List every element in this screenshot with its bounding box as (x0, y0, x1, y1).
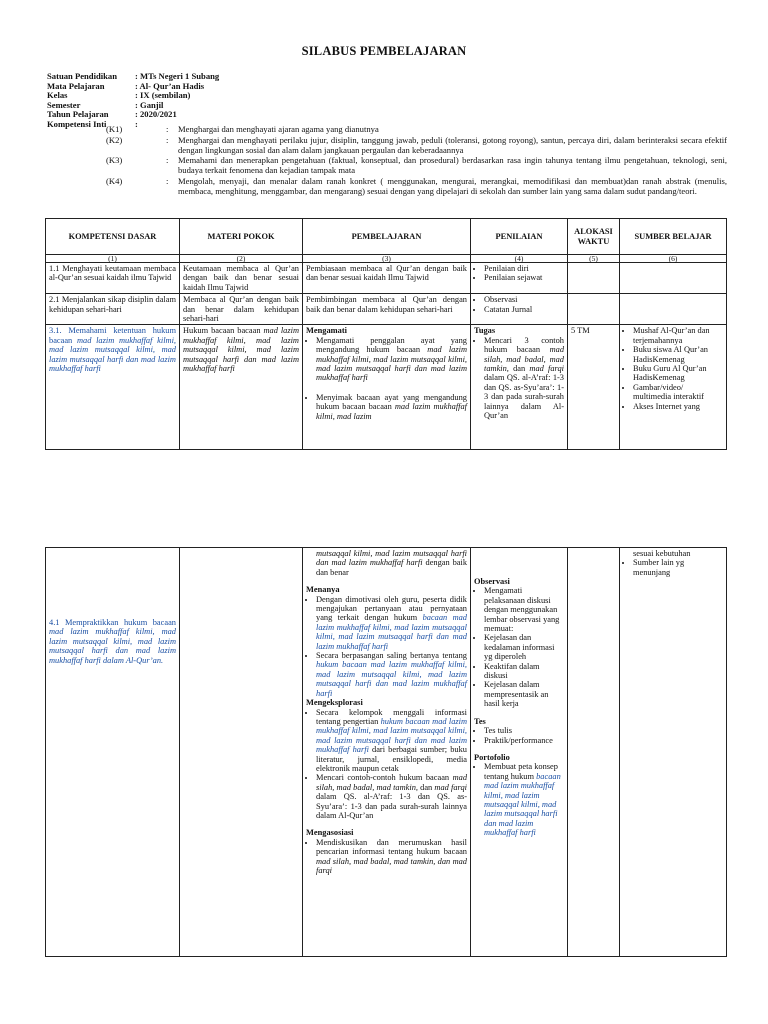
sumber-continuation: sesuai kebutuhan (633, 549, 691, 558)
header-pembelajaran: PEMBELAJARAN (303, 219, 471, 255)
info-value: : (135, 118, 138, 129)
ki-text: Memahami dan menerapkan pengetahuan (faktual, konseptual, dan prosedural) berdasarkan rasa ingin tahunya tentang ilmu pengetahuan, teknologi, seni, budaya terkait fenomena dan kejadian tampak mata (178, 155, 727, 176)
item-text: dan (513, 364, 526, 374)
list-item: • Sumber lain yg menunjang (633, 558, 723, 577)
header-kompetensi-dasar: KOMPETENSI DASAR (46, 219, 180, 255)
materi-2-1: Membaca al Qur’an dengan baik dan benar dalam kehidupan sehari-hari (180, 294, 303, 325)
materi-3-1-terms: mad lazim mukhaffaf kilmi, mad lazim mutsaqqal kilmi, mad lazim mutsaqqal harfi dan mad lazim mukhaffaf harfi (183, 326, 299, 374)
alokasi-2-1 (568, 294, 620, 325)
list-item (316, 336, 467, 383)
list-item: • Mushaf Al-Qur’an dan terjemahannya (633, 326, 723, 345)
list-item (316, 773, 467, 820)
column-number: (6) (620, 255, 727, 263)
list-item: • Kejelasan dalam mempresentasik an hasil kerja (484, 680, 564, 708)
list-item (316, 651, 467, 698)
penilaian-3-1 (471, 325, 568, 450)
list-item (316, 708, 467, 774)
item-terms: mad lazim mukhaffaf kilmi, mad lazim (316, 402, 467, 421)
kd-2-1: 2.1 Menjalankan sikap disiplin dalam kehidupan sehari-hari (46, 294, 180, 325)
ki-text: Mengolah, menyaji, dan menalar dalam ranah konkret ( menggunakan, mengurai, merangkai, memodifikasi dan membuat)dan ranah abstrak (menulis, membaca, menghitung, menggambar, dan mengarang) sesuai dengan yang dipelajari di sekolah dan sumber lain yang sama dalam sudut pandang/teori. (178, 175, 727, 196)
materi-1-1: Keutamaan membaca al Qur’an dengan baik dan benar sesuai kaidah Ilmu Tajwid (180, 263, 303, 294)
syllabus-table-page1 (45, 218, 727, 450)
info-label: Mata Pelajaran (47, 80, 105, 91)
section-heading-mengeksplorasi: Mengeksplorasi (306, 698, 363, 708)
list-item: • Tes tulis (484, 726, 564, 735)
ki-code: (K3) (106, 155, 123, 166)
kd-4-1-text: 4.1 Mempraktikkan hukum bacaan (49, 618, 176, 627)
item-text: Mengamati penggalan ayat yang mengandung hukum bacaan (316, 335, 467, 355)
materi-4-1 (180, 548, 303, 957)
ki-code: (K1) (106, 124, 123, 134)
penilaian-1-1 (471, 263, 568, 294)
column-number: (5) (568, 255, 620, 263)
info-label: Semester (47, 99, 81, 110)
info-value: : MTs Negeri 1 Subang (135, 71, 220, 81)
kd-1-1: 1.1 Menghayati keutamaan membaca al-Qur’an sesuai kaidah ilmu Tajwid (46, 263, 180, 294)
column-number: (2) (180, 255, 303, 263)
item-terms: mad farqi (529, 364, 564, 374)
info-value: : IX (sembilan) (135, 90, 191, 101)
list-item: • Kejelasan dan kedalaman informasi yg diperoleh (484, 633, 564, 661)
materi-3-1-text: Hukum bacaan bacaan (183, 326, 261, 336)
list-item (484, 762, 564, 837)
list-item: • Catatan Jurnal (484, 305, 564, 314)
section-heading-portofolio: Portofolio (474, 752, 510, 762)
info-value: : Ganjil (135, 99, 164, 110)
list-item (316, 838, 467, 876)
sumber-2-1 (620, 294, 727, 325)
alokasi-1-1 (568, 263, 620, 294)
item-text: dan (420, 782, 433, 792)
list-item (316, 393, 467, 421)
column-number: (3) (303, 255, 471, 263)
header-materi-pokok: MATERI POKOK (180, 219, 303, 255)
item-text: dengan baik dan benar (316, 558, 468, 577)
item-text: Menyimak bacaan ayat yang mengandung hukum bacaan bacaan (316, 392, 467, 412)
list-item (316, 595, 467, 651)
kd-3-1 (46, 325, 180, 450)
list-item: • Gambar/video/ multimedia interaktif (633, 383, 723, 402)
kd-4-1-terms: mad lazim mukhaffaf kilmi, mad lazim mutsaqqal kilmi, mad lazim mutsaqqal harfi dan mad lazim mukhaffaf harfi dalam Al-Qur’an. (49, 627, 176, 665)
item-text: dalam QS. al-A’raf: 1-3 dan QS. as-Syu’ara’: 1-3 dan pada surah-surah lainnya dalam Al-Qur’an (484, 373, 564, 421)
info-label: Satuan Pendidikan (47, 71, 117, 81)
info-value: : 2020/2021 (135, 109, 177, 120)
item-terms: hukum bacaan mad lazim mukhaffaf kilmi, mad lazim mutsaqqal kilmi, mad lazim mutsaqqal harfi dan mad lazim mukhaffaf harfi (316, 660, 467, 698)
identity-block (47, 72, 219, 130)
list-item: • Buku Guru Al Qur’an HadisKemenag (633, 364, 723, 383)
info-label: Kelas (47, 90, 68, 101)
ki-text: Menghargai dan menghayati ajaran agama yang dianutnya (178, 124, 379, 134)
kd-3-1-terms: mad lazim mukhaffaf kilmi, mad lazim mutsaqqal kilmi, mad lazim mutsaqqal harfi dan mad lazim mukhaffaf harfi (49, 335, 176, 374)
kd-4-1 (46, 548, 180, 957)
info-label: Kompetensi Inti (47, 118, 107, 129)
pembelajaran-2-1: Pembimbingan membaca al Qur’an dengan baik dan benar dalam kehidupan sehari-hari (303, 294, 471, 325)
list-item: • Mengamati pelaksanaan diskusi dengan menggunakan lembar observasi yang memuat: (484, 586, 564, 633)
ki-code: (K4) (106, 175, 123, 186)
item-text: Mencari contoh-contoh hukum bacaan (316, 773, 450, 783)
alokasi-3-1: 5 TM (568, 325, 620, 450)
item-terms: mutsaqqal kilmi, mad lazim mutsaqqal harfi dan mad lazim mukhaffaf harfi (316, 549, 467, 568)
item-terms: mad silah, mad badal, mad tamkin, dan mad farqi (316, 856, 467, 875)
info-value: : Al- Qur’an Hadis (135, 80, 205, 91)
sumber-3-1 (620, 325, 727, 450)
materi-3-1 (180, 325, 303, 450)
item-terms: bacaan mad lazim mukhaffaf kilmi, mad lazim mutsaqqal kilmi, mad lazim mutsaqqal harfi dan mad lazim mukhaffaf harfi (484, 771, 561, 838)
item-terms: mad silah, mad badal, mad tamkin, (484, 345, 565, 374)
item-text: Secara berpasangan saling bertanya tentang (316, 651, 467, 661)
list-item: • Buku siswa Al Qur’an HadisKemenag (633, 345, 723, 364)
header-penilaian: PENILAIAN (471, 219, 568, 255)
kd-3-1-text: 3.1. Memahami ketentuan hukum bacaan (49, 326, 176, 345)
header-sumber-belajar: SUMBER BELAJAR (620, 219, 727, 255)
list-item: • Penilaian diri (484, 264, 564, 273)
section-heading-mengasosiasi: Mengasosiasi (306, 828, 354, 838)
item-text: Mencari 3 contoh hukum bacaan (484, 335, 564, 355)
list-item: • Observasi (484, 295, 564, 304)
list-item: • Penilaian sejawat (484, 273, 564, 282)
alokasi-4-1 (568, 548, 620, 957)
ki-code: (K2) (106, 134, 123, 145)
pembelajaran-3-1 (303, 325, 471, 450)
section-heading-mengamati: Mengamati (306, 326, 347, 336)
pembelajaran-1-1: Pembiasaan membaca al Qur’an dengan baik dan benar sesuai kaidah Ilmu Tajwid (303, 263, 471, 294)
kompetensi-inti-list: (K1) : Menghargai dan menghayati ajaran agama yang dianutnya (K2) : Menghargai dan menghayati perilaku jujur, disiplin, tanggung jawab, peduli (toleransi, gotong royong), santun, percaya diri, dalam berinteraksi secara efektif dengan lingkungan sosial dan alam dalam jangkauan pergaulan dan keberadaannya (K3) : Memahami dan menerapkan pengetahuan (faktual, konseptual, dan prosedural) berdasarkan rasa ingin tahunya tentang ilmu pengetahuan, teknologi, seni, budaya terkait fenomena dan kejadian tampak mata (K4) : Mengolah, menyaji, dan menalar dalam ranah konkret ( menggunakan, mengurai, merangkai, memodifikasi dan membuat)dan ranah abstrak (menulis, membaca, menghitung, menggambar, dan mengarang) sesuai dengan yang dipelajari di sekolah dan sumber lain yang sama dalam sudut pandang/teori. (47, 125, 727, 198)
syllabus-table-page2 (45, 547, 727, 957)
list-item: • Akses Internet yang (633, 402, 723, 411)
sumber-4-1 (620, 548, 727, 957)
item-terms: mad lazim mukhaffaf kilmi, mad lazim mutsaqqal kilmi, mad lazim mutsaqqal harfi dan mad lazim mukhaffaf harfi (316, 345, 467, 383)
item-terms: hukum bacaan mad lazim mukhaffaf kilmi, mad lazim mutsaqqal kilmi, mad lazim mutsaqqal harfi dan mad lazim mukhaffaf harfi (316, 716, 468, 755)
item-terms: mad farqi (434, 782, 467, 792)
item-terms: mad silah, mad badal, mad tamkin, (316, 773, 468, 792)
item-text: Mendiskusikan dan merumuskan hasil pencarian informasi tentang hukum bacaan (316, 837, 467, 857)
ki-text: Menghargai dan menghayati perilaku jujur, disiplin, tanggung jawab, peduli (toleransi, gotong royong), santun, percaya diri, dalam berinteraksi secara efektif dengan lingkungan sosial dan alam dalam jangkauan pergaulan dan keberadaannya (178, 134, 727, 155)
item-text: Membuat peta konsep tentang hukum (484, 762, 558, 781)
list-item: • Keaktifan dalam diskusi (484, 662, 564, 681)
header-alokasi-waktu: ALOKASI WAKTU (568, 219, 620, 255)
sumber-1-1 (620, 263, 727, 294)
page-title: SILABUS PEMBELAJARAN (301, 44, 467, 58)
pembelajaran-4-1 (303, 548, 471, 957)
info-label: Tahun Pelajaran (47, 109, 109, 120)
section-heading-tugas: Tugas (474, 326, 496, 336)
column-number: (4) (471, 255, 568, 263)
list-item (484, 336, 564, 421)
item-text: Secara kelompok menggali informasi tentang pengertian (316, 707, 467, 726)
penilaian-2-1 (471, 294, 568, 325)
item-terms: bacaan mad lazim mukhaffaf kilmi, mad lazim mutsaqqal kilmi, mad lazim mutsaqqal harfi dan mad lazim mukhaffaf harfi (316, 613, 467, 651)
item-text: dalam QS. al-A’raf: 1-3 dan QS. as-Syu’ara’: 1-3 dan pada surah-surah lainnya dalam Al-Qur’an (316, 792, 467, 820)
column-number: (1) (46, 255, 180, 263)
item-text: Dengan dimotivasi oleh guru, peserta didik mengajukan pertanyaan atau pernyataan yang terkait dengan hukum (316, 594, 467, 623)
penilaian-4-1 (471, 548, 568, 957)
item-text: dari berbagai sumber; buku literatur, jurnal, ensiklopedi, media elektronik maupun cetak (316, 745, 467, 773)
section-heading-observasi: Observasi (474, 577, 510, 586)
list-item: • Praktik/performance (484, 736, 564, 745)
section-heading-tes: Tes (474, 716, 486, 726)
section-heading-menanya: Menanya (306, 585, 340, 595)
